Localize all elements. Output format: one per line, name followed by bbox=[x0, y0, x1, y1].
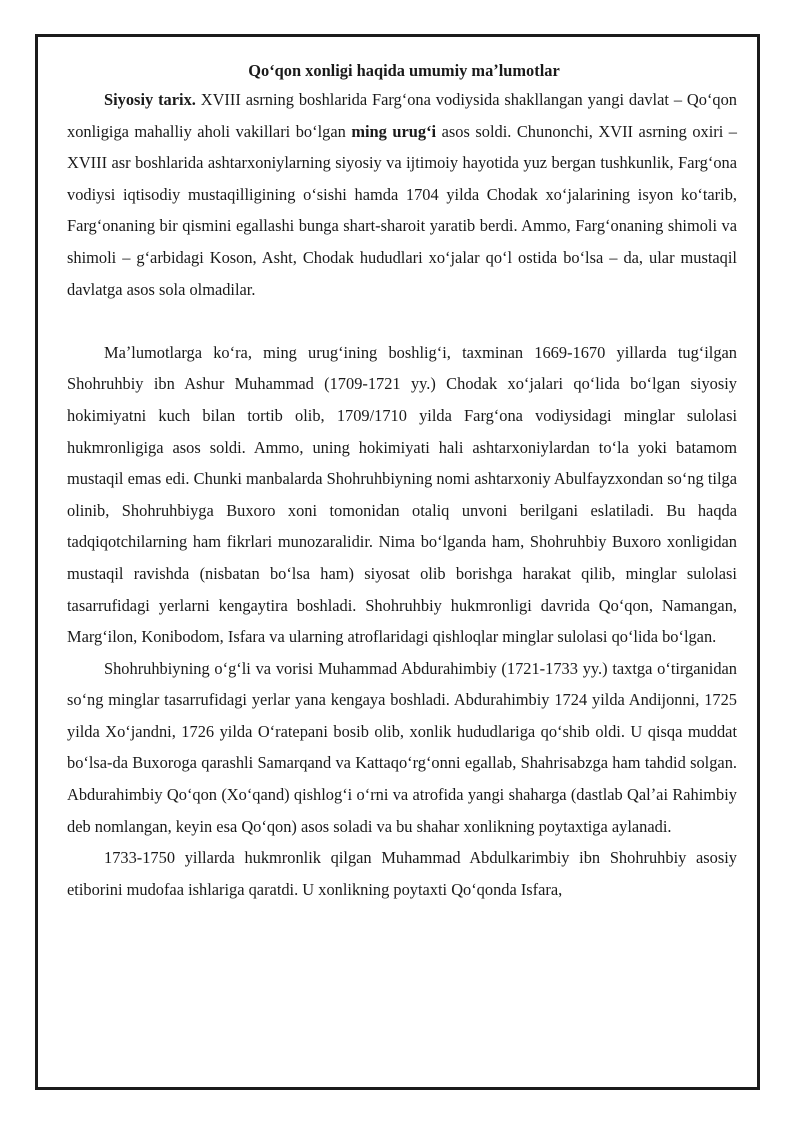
paragraph-gap bbox=[67, 305, 737, 337]
bold-term: ming urugʻi bbox=[351, 121, 437, 141]
paragraph-political-history bbox=[67, 84, 737, 305]
document-title: Qoʻqon xonligi haqida umumiy maʼlumotlar bbox=[248, 61, 560, 80]
paragraph-shohruhbiy: Maʼlumotlarga koʻra, ming urugʻining boshligʻi, taxminan 1669-1670 yillarda tugʻilgan Shohruhbiy ibn Ashur Muhammad (1709-1721 yy.) Chodak xoʻjalari qoʻlida boʻlgan siyosiy hokimiyatni kuch bilan tortib olib, 1709/1710 yilda Fargʻona vodiysidagi minglar sulolasi hukmronligiga asos soldi. Ammo, uning hokimiyati hali ashtarxoniylardan toʻla yoki batamom mustaqil emas edi. Chunki manbalarda Shohruhbiyning nomi ashtarxoniy Abulfayzxondan soʻng tilga olinib, Shohruhbiyga Buxoro xoni tomonidan otaliq unvoni berilgani eslatiladi. Bu haqda tadqiqotchilarning ham fikrlari munozaralidir. Nima boʻlganda ham, Shohruhbiy Buxoro xonligidan mustaqil ravishda (nisbatan boʻlsa ham) siyosat olib borishga harakat qilib, minglar sulolasi tasarrufidagi yerlarni kengaytira boshladi. Shohruhbiy hukmronligi davrida Qoʻqon, Namangan, Margʻilon, Konibodom, Isfara va ularning atroflaridagi qishloqlar minglar sulolasi qoʻlida boʻlgan. bbox=[67, 342, 737, 647]
paragraph-abdurahimbiy: Shohruhbiyning oʻgʻli va vorisi Muhammad Abdurahimbiy (1721-1733 yy.) taxtga oʻtirganidan soʻng minglar tasarrufidagi yerlar yana kengaya boshladi. Abdurahimbiy 1724 yilda Andijonni, 1725 yilda Xoʻjandni, 1726 yilda Oʻratepani bosib olib, xonlik hududlariga qoʻshib oldi. U qisqa muddat boʻlsa-da Buxoroga qarashli Samarqand va Kattaqoʻrgʻonni egallab, Shahrisabzga ham tahdid solgan. Abdurahimbiy Qoʻqon (Xoʻqand) qishlogʻi oʻrni va atrofida yangi shaharga (dastlab Qalʼai Rahimbiy deb nomlangan, keyin esa Qoʻqon) asos soladi va bu shahar xonlikning poytaxtiga aylanadi. bbox=[67, 658, 737, 836]
paragraph1-text-a: XVIII asrning boshlarida Fargʻona vodiysida shakllangan yangi davlat – Qoʻqon xonligiga mahalliy aholi vakillari boʻlgan bbox=[67, 90, 737, 141]
paragraph-abdulkarimbiy: 1733-1750 yillarda hukmronlik qilgan Muhammad Abdulkarimbiy ibn Shohruhbiy asosiy etiborini mudofaa ishlariga qaratdi. U xonlikning poytaxti Qoʻqonda Isfara, bbox=[67, 848, 737, 899]
section-heading: Siyosiy tarix. bbox=[104, 90, 196, 109]
document-body bbox=[67, 58, 737, 905]
paragraph1-text-b: asos soldi. Chunonchi, XVII asrning oxiri – XVIII asr boshlarida ashtarxoniylarning siyosiy va ijtimoiy hayotida yuz bergan tushkunlik, Fargʻona vodiysi iqtisodiy mustaqilligining oʻsishi hamda 1704 yilda Chodak xoʻjalarining isyon koʻtarib, Fargʻonaning bir qismini egallashi bunga shart-sharoit yaratib berdi. Ammo, Fargʻonaning shimoli va shimoli – gʻarbidagi Koson, Asht, Chodak hududlari xoʻjalar qoʻl ostida boʻlsa – da, ular mustaqil davlatga asos sola olmadilar. bbox=[67, 121, 737, 299]
